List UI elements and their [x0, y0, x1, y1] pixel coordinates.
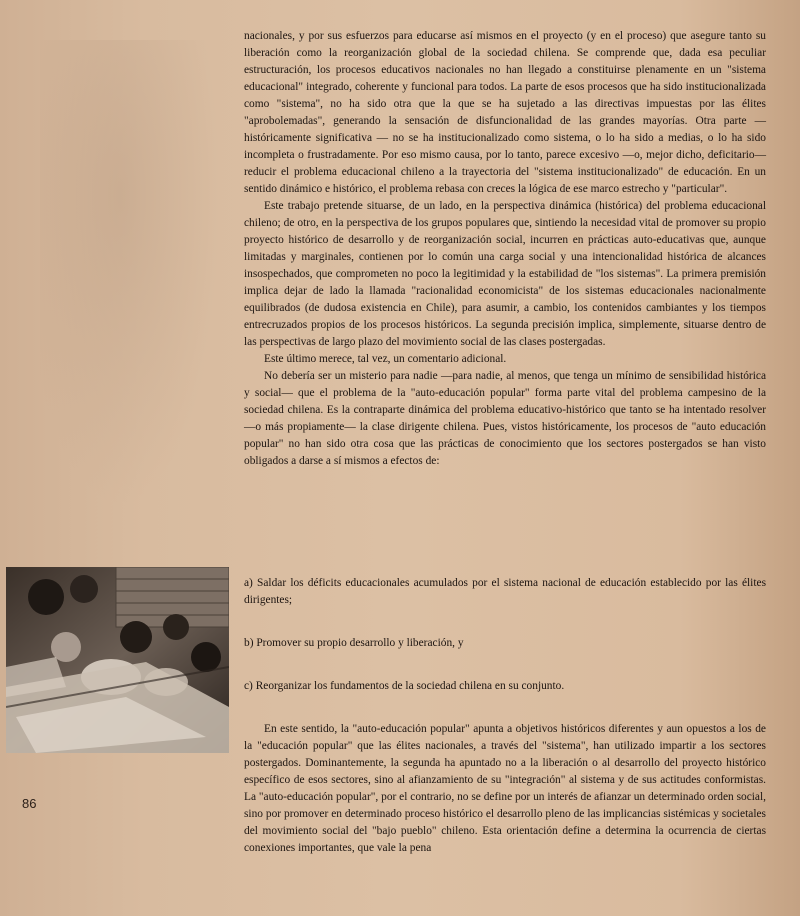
body-text-column — [244, 28, 766, 470]
list-and-closing-text — [244, 575, 766, 857]
bleed-through-shadow — [40, 40, 240, 560]
paragraph-4: No debería ser un misterio para nadie —para nadie, al menos, que tenga un mínimo de sensibilidad histórica y social— que el problema de la "auto-educación popular" forma parte vital del problema campesino de la sociedad chilena. Es la contraparte dinámica del problema educativo-histórico que tanto se ha intentado resolver —o más propiamente— la clase dirigente chilena. Pues, vistos históricamente, los procesos de "auto educación popular" no han sido otra cosa que las prácticas de conocimiento que los sectores postergados se han visto obligados a darse a sí mismos a efectos de: — [244, 370, 766, 467]
paragraph-3: Este último merece, tal vez, un comentario adicional. — [264, 353, 507, 365]
list-item-c: c) Reorganizar los fundamentos de la sociedad chilena en su conjunto. — [244, 680, 565, 692]
classroom-photo — [6, 567, 229, 753]
paragraph-2: Este trabajo pretende situarse, de un lado, en la perspectiva dinámica (histórica) del problema educacional chileno; de otro, en la perspectiva de los grupos populares que, sintiendo la necesidad vital de promover su propio proyecto histórico de desarrollo y de reorganización social, incurren en prácticas auto-educativas que, aunque limitadas y marginales, contienen por lo común una carga social y una intencionalidad histórica de alcances insospechados, que comprometen no poco la legitimidad y la estabilidad de "los sistemas". La primera premisión implica dejar de lado la llamada "racionalidad economicista" de los sistemas educacionales nacionalmente equilibrados (de dudosa existencia en Chile), para asumir, a cambio, los contenidos cambiantes y los tiempos entrecruzados propios de los procesos históricos. La segunda precisión implica, simplemente, situarse dentro de las perspectivas de largo plazo del movimiento social de las clases postergadas. — [244, 200, 766, 348]
list-item-b: b) Promover su propio desarrollo y liberación, y — [244, 637, 464, 649]
paragraph-5: En este sentido, la "auto-educación popular" apunta a objetivos históricos diferentes y aun opuestos a los de la "educación popular" que las élites nacionales, a través del "sistema", han utilizado impartir a los sectores postergados. Dominantemente, la segunda ha apuntado no a la liberación o al desarrollo del proyecto histórico específico de esos sectores, sino al afianzamiento de su "integración" al sistema y de sus actitudes conformistas. La "auto-educación popular", por el contrario, no se define por un interés de afianzar un determinado orden social, sino por promover en determinado proceso histórico el desarrollo pleno de las implicancias sistémicas y societales del movimiento social del "bajo pueblo" chileno. Esta orientación define a determina la ocurrencia de ciertas conexiones importantes, que vale la pena — [244, 723, 766, 854]
paragraph-1: nacionales, y por sus esfuerzos para educarse así mismos en el proyecto (y en el proceso) que asegure tanto su liberación como la reorganización global de la sociedad chilena. Se comprende que, dada esa peculiar estructuración, los procesos educativos nacionales no han llegado a constituirse plenamente en un "sistema educacional" integrado, coherente y funcional para todos. La parte de esos procesos que ha sido institucionalizada como "sistema", no ha sido otra que la que se ha sujetado a las directivas impuestas por las élites "aprobolemadas", generando la sensación de disfuncionalidad de las grandes mayorías. Otra parte — históricamente significativa — no se ha institucionalizado como sistema, o lo ha sido a medias, o lo ha sido incompleta o frustradamente. Por eso mismo causa, por lo tanto, parece excesivo —o, mejor dicho, deficitario— reducir el problema educacional chileno a la trayectoria del "sistema institucionalizado" de educación. En un sentido dinámico e histórico, el problema rebasa con creces la lógica de ese marco estrecho y "particular". — [244, 30, 766, 195]
page-number: 86 — [22, 796, 37, 811]
list-item-a: a) Saldar los déficits educacionales acumulados por el sistema nacional de educación establecido por las élites dirigentes; — [244, 577, 766, 606]
